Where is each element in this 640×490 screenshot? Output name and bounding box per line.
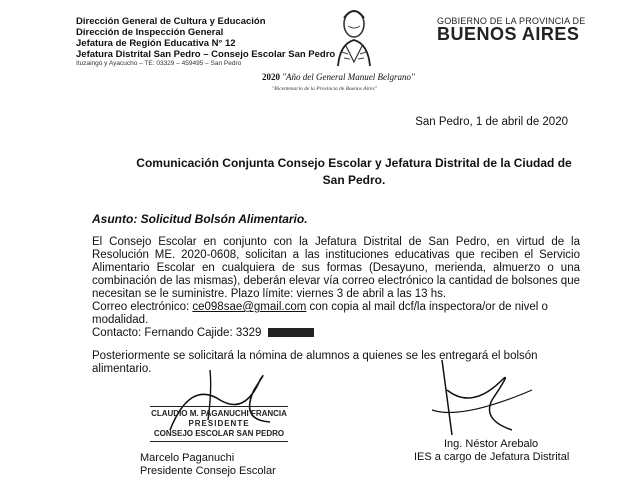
redacted-number bbox=[268, 328, 314, 337]
gov-logo-main: BUENOS AIRES bbox=[437, 24, 580, 44]
year-motto bbox=[262, 72, 415, 82]
right-signature-scribble bbox=[412, 350, 552, 450]
contact-text: Contacto: Fernando Cajide: 3329 bbox=[92, 327, 262, 339]
email-line bbox=[92, 301, 580, 327]
gov-logo-top: GOBIERNO DE LA PROVINCIA DE bbox=[437, 16, 586, 26]
motto-year: 2020 bbox=[262, 72, 280, 82]
document-date: San Pedro, 1 de abril de 2020 bbox=[415, 116, 568, 128]
belgrano-portrait-logo bbox=[330, 2, 378, 68]
email-label: Correo electrónico: bbox=[92, 301, 190, 313]
official-stamp bbox=[150, 406, 288, 442]
left-signer-role: Presidente Consejo Escolar bbox=[140, 465, 276, 477]
header-address: Ituzaingó y Ayacucho – TE: 03329 – 459495 – San Pedro bbox=[76, 60, 242, 67]
contact-line bbox=[92, 327, 580, 340]
body-paragraph-2: Posteriormente se solicitará la nómina de alumnos a quienes se les entregará el bolsón alimentario. bbox=[92, 350, 538, 375]
left-signature bbox=[140, 452, 276, 478]
header-line-3: Jefatura de Región Educativa N° 12 bbox=[76, 38, 236, 49]
left-signer-name: Marcelo Paganuchi bbox=[140, 452, 235, 464]
header-line-2: Dirección de Inspección General bbox=[76, 27, 224, 38]
email-rest: con copia al mail dcf/la inspectora/or de nivel o modalidad. bbox=[92, 301, 548, 326]
right-signer-role: IES a cargo de Jefatura Distrital bbox=[414, 451, 570, 463]
header-line-4: Jefatura Distrital San Pedro – Consejo Escolar San Pedro bbox=[76, 49, 336, 60]
stamp-line-1: CLAUDIO M. PAGANUCHI FRANCIA bbox=[151, 409, 287, 418]
stamp-line-2: PRESIDENTE bbox=[188, 419, 250, 428]
motto-text: "Año del General Manuel Belgrano" bbox=[282, 72, 415, 82]
header-block bbox=[76, 16, 335, 60]
email-link[interactable]: ce098sae@gmail.com bbox=[192, 301, 307, 313]
subject-line: Asunto: Solicitud Bolsón Alimentario. bbox=[92, 212, 308, 226]
right-signer-name: Ing. Néstor Arebalo bbox=[444, 438, 539, 450]
body-paragraph-1: El Consejo Escolar en conjunto con la Jefatura Distrital de San Pedro, en virtud de la Resolución ME. 2020-0608, solicitan a las instituciones educativas que reciben el Servicio Alimentario Escolar en cualquiera de sus formas (Desayuno, merienda, almuerzo o una combinación de las mismas), deberán elevar vía correo electrónico la cantidad de bolsones que necesitan se le suministre. Plazo límite: viernes 3 de abril a las 13 hs. bbox=[92, 236, 580, 300]
motto-subtitle: "Bicentenario de la Provincia de Buenos Aires" bbox=[272, 86, 377, 92]
stamp-line-3: CONSEJO ESCOLAR SAN PEDRO bbox=[153, 429, 285, 438]
right-signature bbox=[414, 438, 569, 464]
document-title: Comunicación Conjunta Consejo Escolar y Jefatura Distrital de la Ciudad de San Pedro. bbox=[136, 156, 572, 187]
header-line-1: Dirección General de Cultura y Educación bbox=[76, 16, 266, 27]
